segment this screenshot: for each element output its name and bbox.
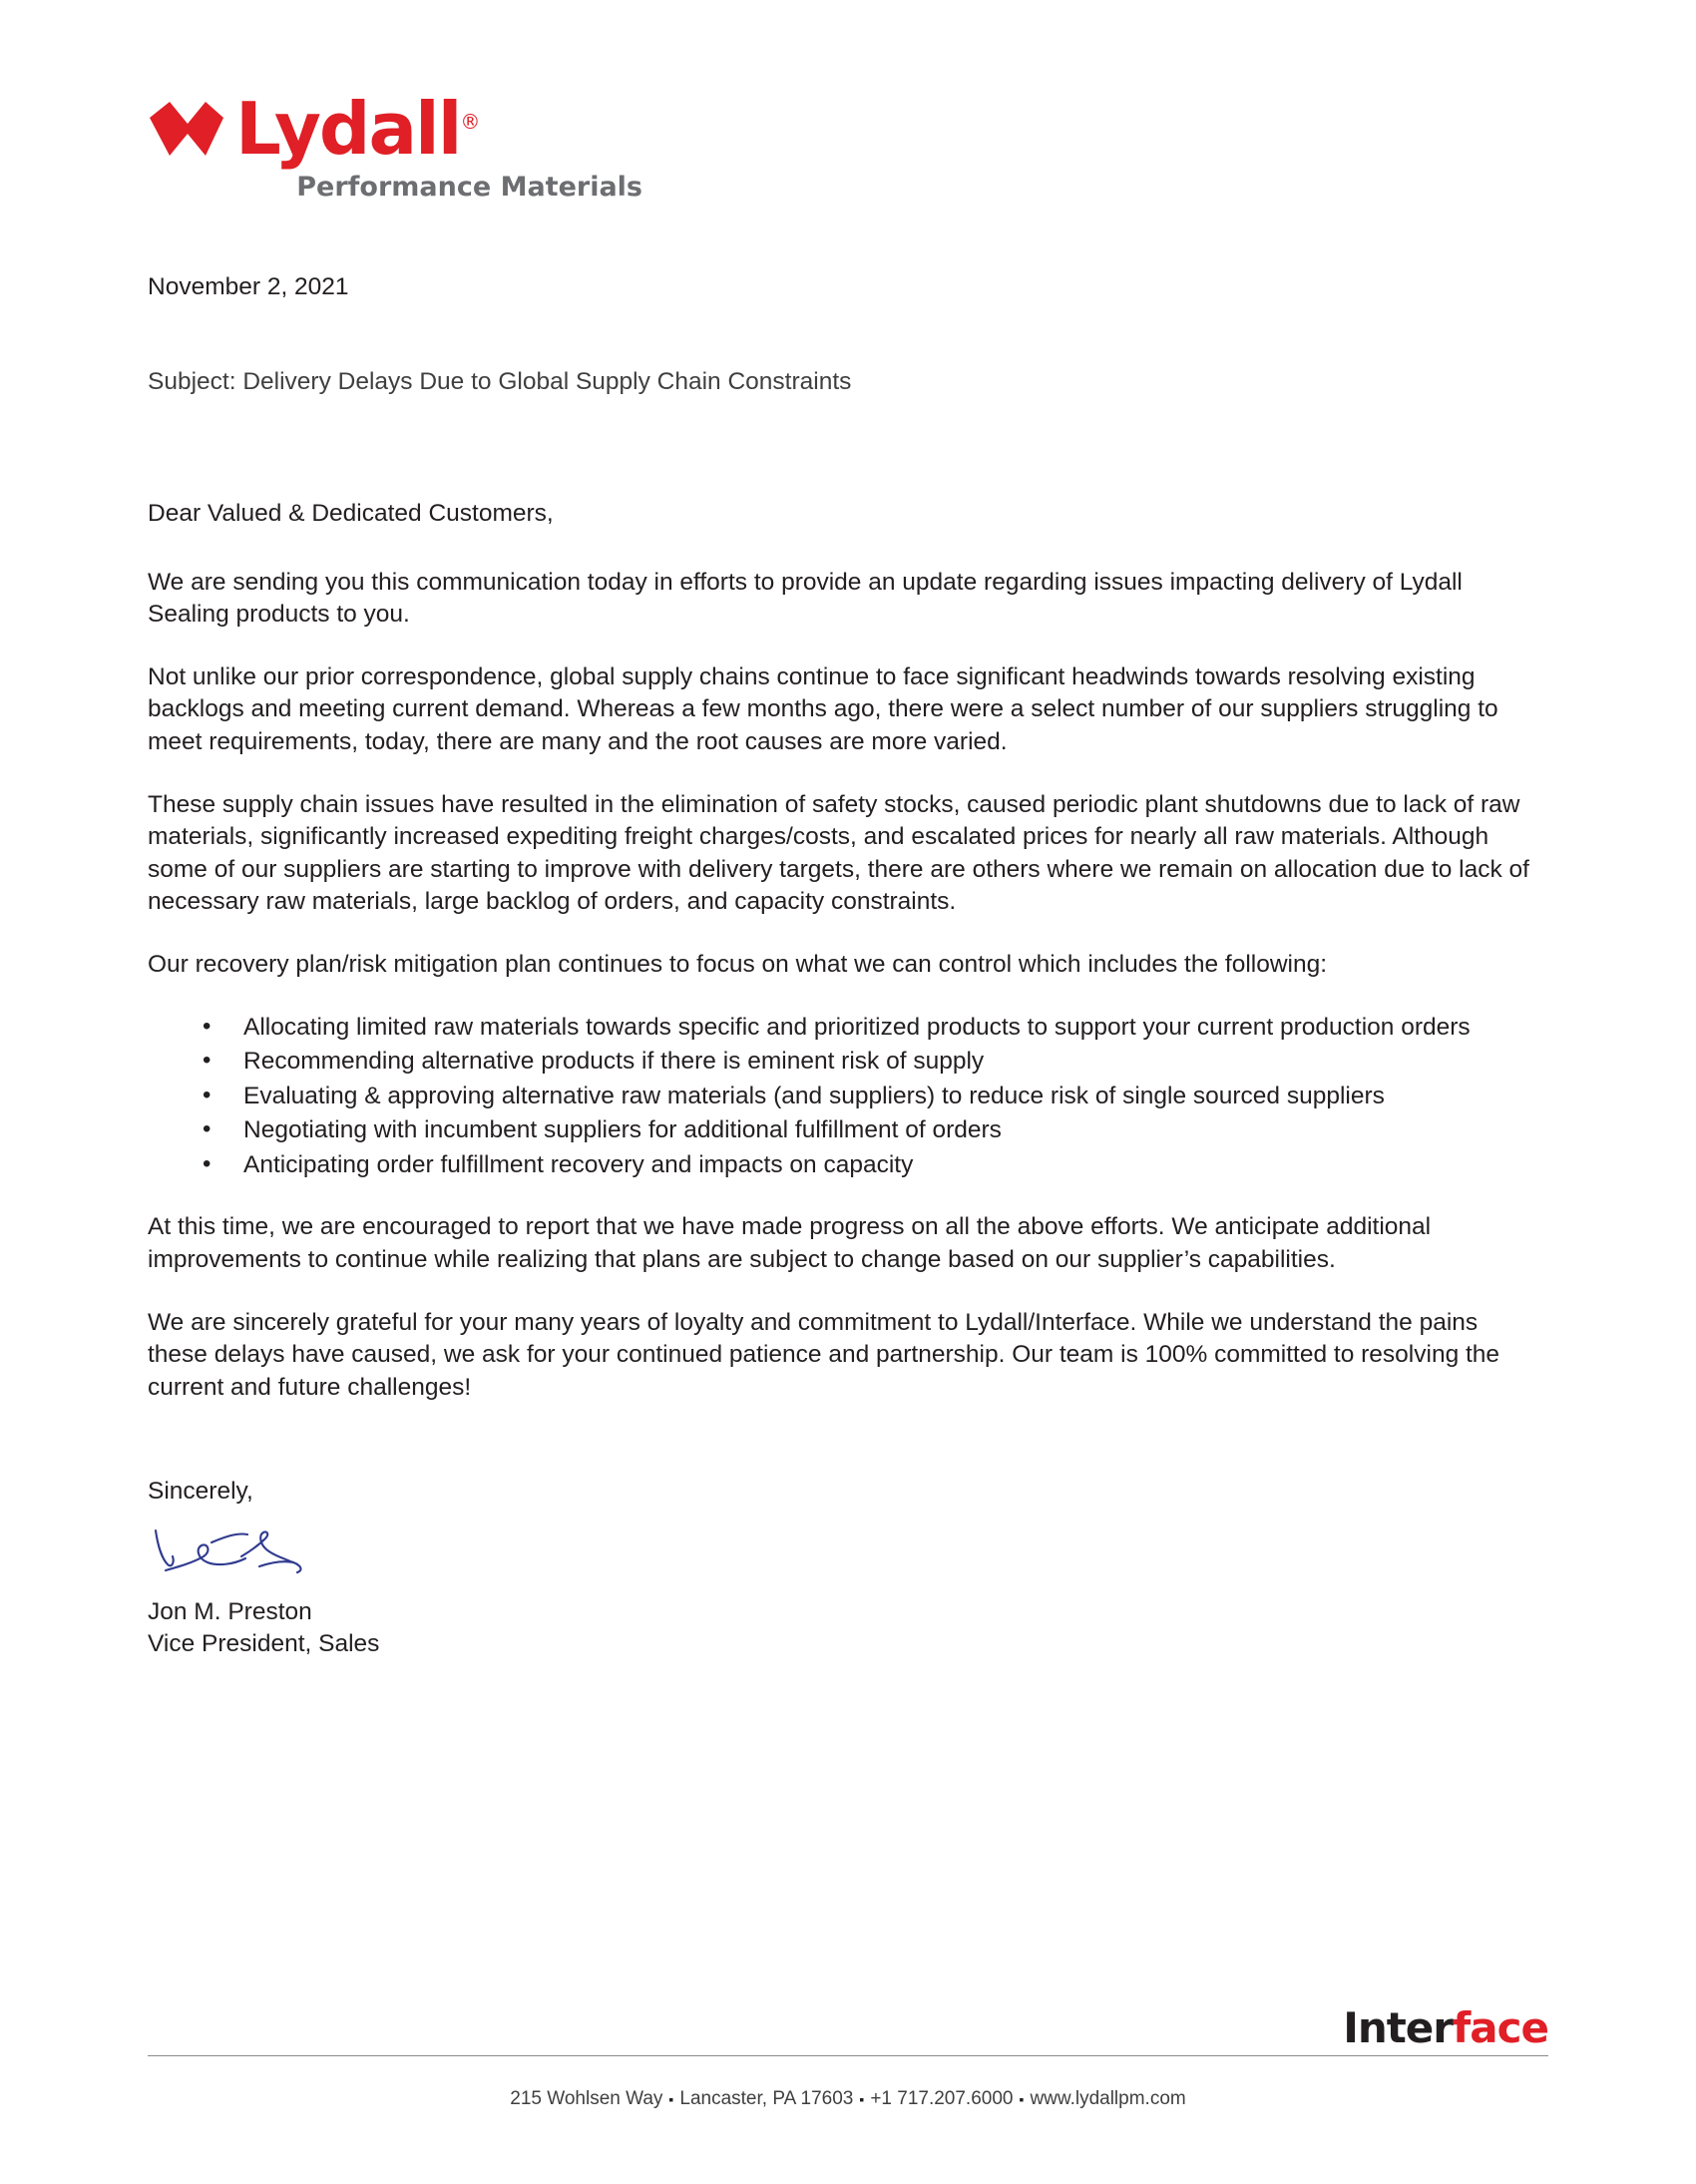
letterhead-tagline: Performance Materials — [296, 172, 642, 203]
footer-separator: ▪ — [859, 2090, 865, 2107]
footer-divider — [148, 2055, 1548, 2056]
footer-contact-info — [0, 2088, 1696, 2110]
footer-phone: +1 717.207.6000 — [870, 2088, 1014, 2109]
signer-name: Jon M. Preston — [148, 1597, 312, 1625]
letter-salutation: Dear Valued & Dedicated Customers, — [148, 500, 554, 528]
footer-address: 215 Wohlsen Way — [510, 2088, 663, 2109]
interface-logo-part2: face — [1453, 2003, 1548, 2052]
registered-mark: ® — [460, 110, 479, 134]
brand-text: Lydall — [235, 87, 461, 171]
paragraph-2: Not unlike our prior correspondence, global supply chains continue to face significant headwinds towards resolving existing backlogs and meeting current demand. Whereas a few months ago, there were a select number of our suppliers struggling to meet requirements, today, there are many and the root causes are more varied. — [148, 662, 1498, 756]
paragraph-3: These supply chain issues have resulted in the elimination of safety stocks, caused periodic plant shutdowns due to lack of raw materials, significantly increased expediting freight charges/costs, and escalated prices for nearly all raw materials. Although some of our suppliers are starting to improve with delivery targets, there are others where we remain on allocation due to lack of necessary raw materials, large backlog of orders, and capacity constraints. — [148, 790, 1529, 916]
list-item: • Anticipating order fulfillment recovery and impacts on capacity — [148, 1149, 1539, 1182]
list-item: • Recommending alternative products if there is eminent risk of supply — [148, 1046, 1539, 1079]
letter-body — [148, 271, 1539, 1661]
footer-website[interactable]: www.lydallpm.com — [1030, 2088, 1186, 2109]
letter-date: November 2, 2021 — [148, 273, 349, 300]
sign-off: Sincerely, — [148, 1478, 253, 1506]
recovery-plan-list — [148, 1012, 1539, 1182]
signature-image — [142, 1513, 321, 1590]
paragraph-1: We are sending you this communication today in efforts to provide an update regarding issues impacting delivery of Lydall Sealing products to you. — [148, 568, 1463, 629]
paragraph-4: Our recovery plan/risk mitigation plan continues to focus on what we can control which includes the following: — [148, 950, 1328, 978]
logo-row — [148, 78, 666, 171]
letterhead — [148, 78, 666, 203]
letter-subject: Subject: Delivery Delays Due to Global Supply Chain Constraints — [148, 367, 852, 395]
list-item: • Allocating limited raw materials towards specific and prioritized products to support your current production orders — [148, 1012, 1539, 1045]
closing-paragraph-1: At this time, we are encouraged to report that we have made progress on all the above efforts. We anticipate additional improvements to continue while realizing that plans are subject to change based on our supplier’s capabilities. — [148, 1213, 1432, 1273]
signature-block — [148, 1476, 1539, 1661]
interface-logo-part1: Inter — [1343, 2003, 1453, 2052]
lydall-chevron-icon — [148, 96, 225, 162]
closing-paragraph-2: We are sincerely grateful for your many years of loyalty and commitment to Lydall/Interface. While we understand the pains these delays have caused, we ask for your continued patience and partnership. Our team is 100% committed to resolving the current and future challenges! — [148, 1308, 1500, 1401]
signer-title: Vice President, Sales — [148, 1630, 380, 1658]
list-item: • Negotiating with incumbent suppliers for additional fulfillment of orders — [148, 1114, 1539, 1147]
footer-separator: ▪ — [668, 2090, 674, 2107]
lydall-wordmark — [235, 87, 479, 171]
interface-logo — [1343, 2003, 1548, 2052]
footer-separator: ▪ — [1019, 2090, 1025, 2107]
list-item: • Evaluating & approving alternative raw materials (and suppliers) to reduce risk of single sourced suppliers — [148, 1081, 1539, 1113]
footer-city-state-zip: Lancaster, PA 17603 — [679, 2088, 854, 2109]
